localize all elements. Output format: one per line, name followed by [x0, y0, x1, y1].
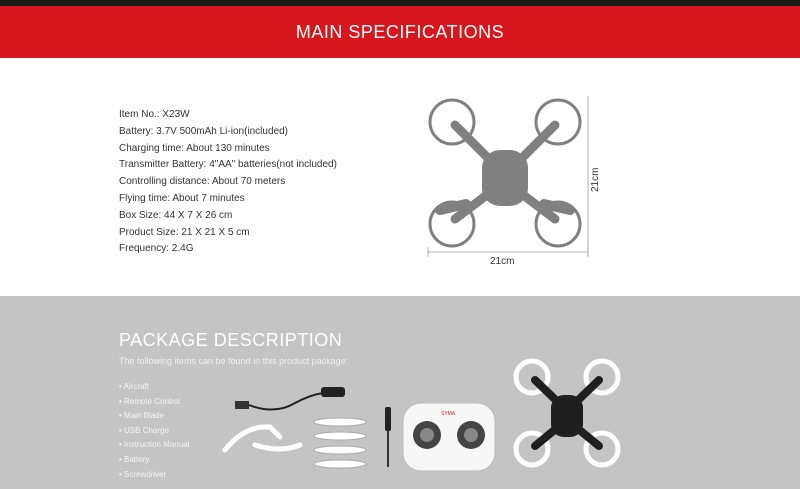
package-item-remote: • Remote Control: [119, 396, 181, 406]
spec-transmitter-battery: Transmitter Battery: 4"AA" batteries(not included): [119, 159, 337, 171]
height-label: 21cm: [590, 167, 601, 192]
banner-title: MAIN SPECIFICATIONS: [295, 21, 505, 42]
usb-cable-icon: [235, 387, 345, 410]
spec-flying-time: Flying time: About 7 minutes: [119, 192, 245, 204]
spec-box-size: Box Size: 44 X 7 X 26 cm: [119, 209, 233, 221]
specs-banner: [0, 6, 800, 58]
spec-control-distance: Controlling distance: About 70 meters: [119, 176, 286, 188]
spec-charging-time: Charging time: About 130 minutes: [119, 142, 270, 154]
package-subtitle: The following items can be found in this product package:: [119, 356, 349, 366]
spec-product-size: Product Size: 21 X 21 X 5 cm: [119, 226, 250, 238]
package-item-manual: • Instruction Manual: [119, 440, 190, 450]
drone-dimension-diagram: [420, 92, 600, 262]
remote-brand-text: SYMA: [441, 411, 456, 417]
drone-top-view-icon: [430, 100, 580, 246]
screwdriver-icon: [385, 407, 391, 467]
package-item-blade: • Main Blade: [119, 411, 165, 421]
package-item-battery: • Battery: [119, 454, 150, 464]
package-item-screwdriver: • Screwdriver: [119, 469, 167, 479]
package-item-usb: • USB Charge: [119, 425, 169, 435]
package-items-illustration: [215, 345, 635, 485]
spec-frequency: Frequency: 2.4G: [119, 243, 194, 255]
remote-control-icon: [403, 403, 495, 471]
package-item-aircraft: • Aircraft: [119, 382, 149, 391]
main-blades-icon: [314, 418, 366, 468]
package-title: PACKAGE DESCRIPTION: [119, 330, 343, 350]
width-label: 21cm: [490, 256, 515, 267]
aircraft-icon: [516, 361, 618, 465]
spec-battery: Battery: 3.7V 500mAh Li-ion(included): [119, 125, 288, 137]
package-list: [119, 380, 189, 482]
blade-guard-icon: [225, 427, 300, 450]
spec-item-no: Item No.: X23W: [119, 109, 190, 120]
spec-list: [119, 107, 337, 258]
